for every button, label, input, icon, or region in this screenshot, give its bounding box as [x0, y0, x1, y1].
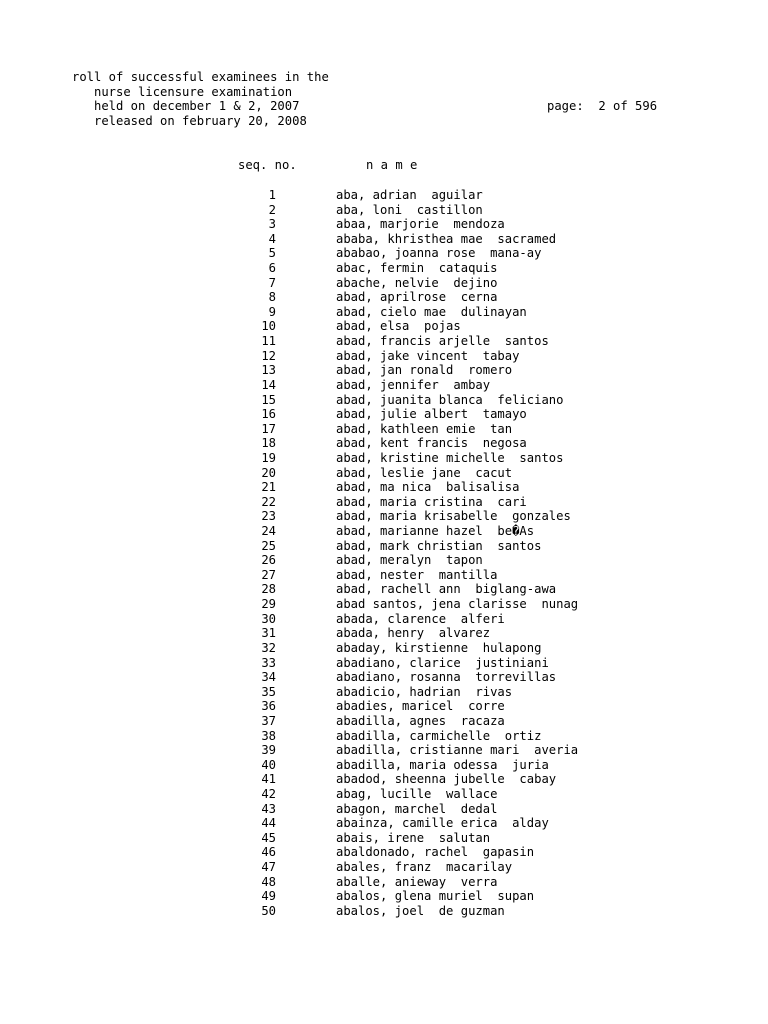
table-row: [0, 670, 768, 685]
examinee-name: abainza, camille erica alday: [336, 816, 549, 831]
examinee-name: abadiano, clarice justiniani: [336, 655, 549, 670]
table-row: [0, 436, 768, 451]
table-row: [0, 188, 768, 203]
table-row: [0, 393, 768, 408]
seq-number: 32: [261, 640, 276, 655]
table-row: [0, 568, 768, 583]
examinee-name: abad, leslie jane cacut: [336, 465, 513, 480]
examinee-name: abad, elsa pojas: [336, 319, 461, 334]
page-number: page: 2 of 596: [547, 99, 658, 113]
seq-number: 7: [268, 275, 276, 290]
examinee-name: abad, nester mantilla: [336, 567, 498, 582]
table-row: [0, 451, 768, 466]
seq-number: 2: [268, 202, 276, 217]
seq-number: 19: [261, 450, 276, 465]
examinee-name: aba, adrian aguilar: [336, 188, 483, 202]
table-row: [0, 758, 768, 773]
table-row: [0, 363, 768, 378]
seq-number: 39: [261, 743, 276, 758]
table-row: [0, 845, 768, 860]
table-row: [0, 422, 768, 437]
table-row: [0, 802, 768, 817]
examinee-name: ababa, khristhea mae sacramed: [336, 231, 557, 246]
examinee-name: abag, lucille wallace: [336, 786, 498, 801]
examinee-name: abad, maria krisabelle gonzales: [336, 509, 571, 524]
examinee-name: abada, henry alvarez: [336, 626, 491, 641]
examinee-name: abad, juanita blanca feliciano: [336, 392, 564, 407]
table-row: [0, 203, 768, 218]
examinee-name: abad, meralyn tapon: [336, 553, 483, 568]
seq-number: 37: [261, 713, 276, 728]
table-row: [0, 597, 768, 612]
seq-number: 38: [261, 728, 276, 743]
examinee-list: [0, 188, 768, 918]
column-header-name: n a m e: [366, 158, 418, 172]
examinee-name: abadies, maricel corre: [336, 699, 505, 714]
table-row: [0, 290, 768, 305]
table-row: [0, 495, 768, 510]
examinee-name: abadilla, maria odessa juria: [336, 757, 549, 772]
table-row: [0, 787, 768, 802]
seq-number: 31: [261, 626, 276, 641]
table-row: [0, 875, 768, 890]
table-row: [0, 743, 768, 758]
examinee-name: abad, jake vincent tabay: [336, 348, 520, 363]
examinee-name: abaa, marjorie mendoza: [336, 217, 505, 232]
seq-number: 36: [261, 699, 276, 714]
seq-number: 48: [261, 874, 276, 889]
examinee-name: abada, clarence alferi: [336, 611, 505, 626]
seq-number: 21: [261, 480, 276, 495]
table-row: [0, 349, 768, 364]
table-row: [0, 904, 768, 919]
seq-number: 18: [261, 436, 276, 451]
examinee-name: abadod, sheenna jubelle cabay: [336, 772, 557, 787]
examinee-name: abad, kent francis negosa: [336, 436, 527, 451]
table-row: [0, 816, 768, 831]
seq-number: 44: [261, 816, 276, 831]
seq-number: 33: [261, 655, 276, 670]
examinee-name: abad, maria cristina cari: [336, 494, 527, 509]
table-row: [0, 772, 768, 787]
seq-number: 40: [261, 757, 276, 772]
seq-number: 41: [261, 772, 276, 787]
document-header: [72, 70, 329, 128]
examinee-name: abadilla, agnes racaza: [336, 713, 505, 728]
seq-number: 1: [268, 188, 276, 202]
examinee-name: abad, marianne hazel be�As: [336, 524, 535, 539]
header-held-date: held on december 1 & 2, 2007: [94, 99, 300, 114]
seq-number: 29: [261, 597, 276, 612]
examinee-name: abagon, marchel dedal: [336, 801, 498, 816]
examinee-name: abadiano, rosanna torrevillas: [336, 670, 557, 685]
seq-number: 49: [261, 889, 276, 904]
seq-number: 45: [261, 830, 276, 845]
table-row: [0, 685, 768, 700]
seq-number: 6: [268, 261, 276, 276]
examinee-name: abalos, glena muriel supan: [336, 889, 535, 904]
table-row: [0, 246, 768, 261]
table-row: [0, 626, 768, 641]
table-row: [0, 305, 768, 320]
seq-number: 14: [261, 377, 276, 392]
examinee-name: abad, kristine michelle santos: [336, 450, 564, 465]
seq-number: 35: [261, 684, 276, 699]
table-row: [0, 334, 768, 349]
table-row: [0, 378, 768, 393]
examinee-name: abad, julie albert tamayo: [336, 407, 527, 422]
header-title-line: roll of successful examinees in the: [72, 70, 329, 84]
seq-number: 10: [261, 319, 276, 334]
table-row: [0, 612, 768, 627]
examinee-name: abad, jennifer ambay: [336, 377, 491, 392]
column-header-seq: seq. no.: [238, 158, 297, 172]
examinee-name: abad, mark christian santos: [336, 538, 542, 553]
table-row: [0, 582, 768, 597]
seq-number: 17: [261, 421, 276, 436]
seq-number: 16: [261, 407, 276, 422]
header-release-date: released on february 20, 2008: [94, 113, 307, 128]
table-row: [0, 466, 768, 481]
examinee-name: abais, irene salutan: [336, 830, 491, 845]
seq-number: 5: [268, 246, 276, 261]
examinee-name: abad, aprilrose cerna: [336, 290, 498, 305]
seq-number: 12: [261, 348, 276, 363]
table-row: [0, 860, 768, 875]
seq-number: 50: [261, 903, 276, 918]
examinee-name: abaldonado, rachel gapasin: [336, 845, 535, 860]
seq-number: 47: [261, 860, 276, 875]
examinee-name: abad, cielo mae dulinayan: [336, 304, 527, 319]
seq-number: 3: [268, 217, 276, 232]
seq-number: 26: [261, 553, 276, 568]
seq-number: 27: [261, 567, 276, 582]
examinee-name: abad, francis arjelle santos: [336, 334, 549, 349]
table-row: [0, 699, 768, 714]
table-row: [0, 319, 768, 334]
examinee-name: abad, jan ronald romero: [336, 363, 513, 378]
seq-number: 43: [261, 801, 276, 816]
seq-number: 11: [261, 334, 276, 349]
seq-number: 25: [261, 538, 276, 553]
table-row: [0, 276, 768, 291]
seq-number: 24: [261, 524, 276, 539]
header-exam-line: nurse licensure examination: [94, 84, 293, 99]
seq-number: 20: [261, 465, 276, 480]
table-row: [0, 407, 768, 422]
table-row: [0, 656, 768, 671]
table-row: [0, 831, 768, 846]
table-row: [0, 553, 768, 568]
examinee-name: abad santos, jena clarisse nunag: [336, 597, 579, 612]
examinee-name: abad, kathleen emie tan: [336, 421, 513, 436]
examinee-name: abadilla, carmichelle ortiz: [336, 728, 542, 743]
table-row: [0, 509, 768, 524]
seq-number: 34: [261, 670, 276, 685]
examinee-name: abache, nelvie dejino: [336, 275, 498, 290]
seq-number: 23: [261, 509, 276, 524]
table-row: [0, 714, 768, 729]
table-row: [0, 729, 768, 744]
seq-number: 42: [261, 786, 276, 801]
table-row: [0, 217, 768, 232]
examinee-name: aballe, anieway verra: [336, 874, 498, 889]
seq-number: 4: [268, 231, 276, 246]
examinee-name: ababao, joanna rose mana-ay: [336, 246, 542, 261]
examinee-name: abales, franz macarilay: [336, 860, 513, 875]
seq-number: 9: [268, 304, 276, 319]
table-row: [0, 232, 768, 247]
table-row: [0, 539, 768, 554]
seq-number: 46: [261, 845, 276, 860]
table-row: [0, 524, 768, 539]
examinee-name: aba, loni castillon: [336, 202, 483, 217]
seq-number: 8: [268, 290, 276, 305]
examinee-name: abad, ma nica balisalisa: [336, 480, 520, 495]
examinee-name: abadicio, hadrian rivas: [336, 684, 513, 699]
seq-number: 15: [261, 392, 276, 407]
seq-number: 30: [261, 611, 276, 626]
seq-number: 28: [261, 582, 276, 597]
table-row: [0, 480, 768, 495]
table-row: [0, 889, 768, 904]
table-row: [0, 641, 768, 656]
examinee-name: abadilla, cristianne mari averia: [336, 743, 579, 758]
table-row: [0, 261, 768, 276]
examinee-name: abaday, kirstienne hulapong: [336, 640, 542, 655]
seq-number: 13: [261, 363, 276, 378]
seq-number: 22: [261, 494, 276, 509]
examinee-name: abad, rachell ann biglang-awa: [336, 582, 557, 597]
examinee-name: abac, fermin cataquis: [336, 261, 498, 276]
examinee-name: abalos, joel de guzman: [336, 903, 505, 918]
